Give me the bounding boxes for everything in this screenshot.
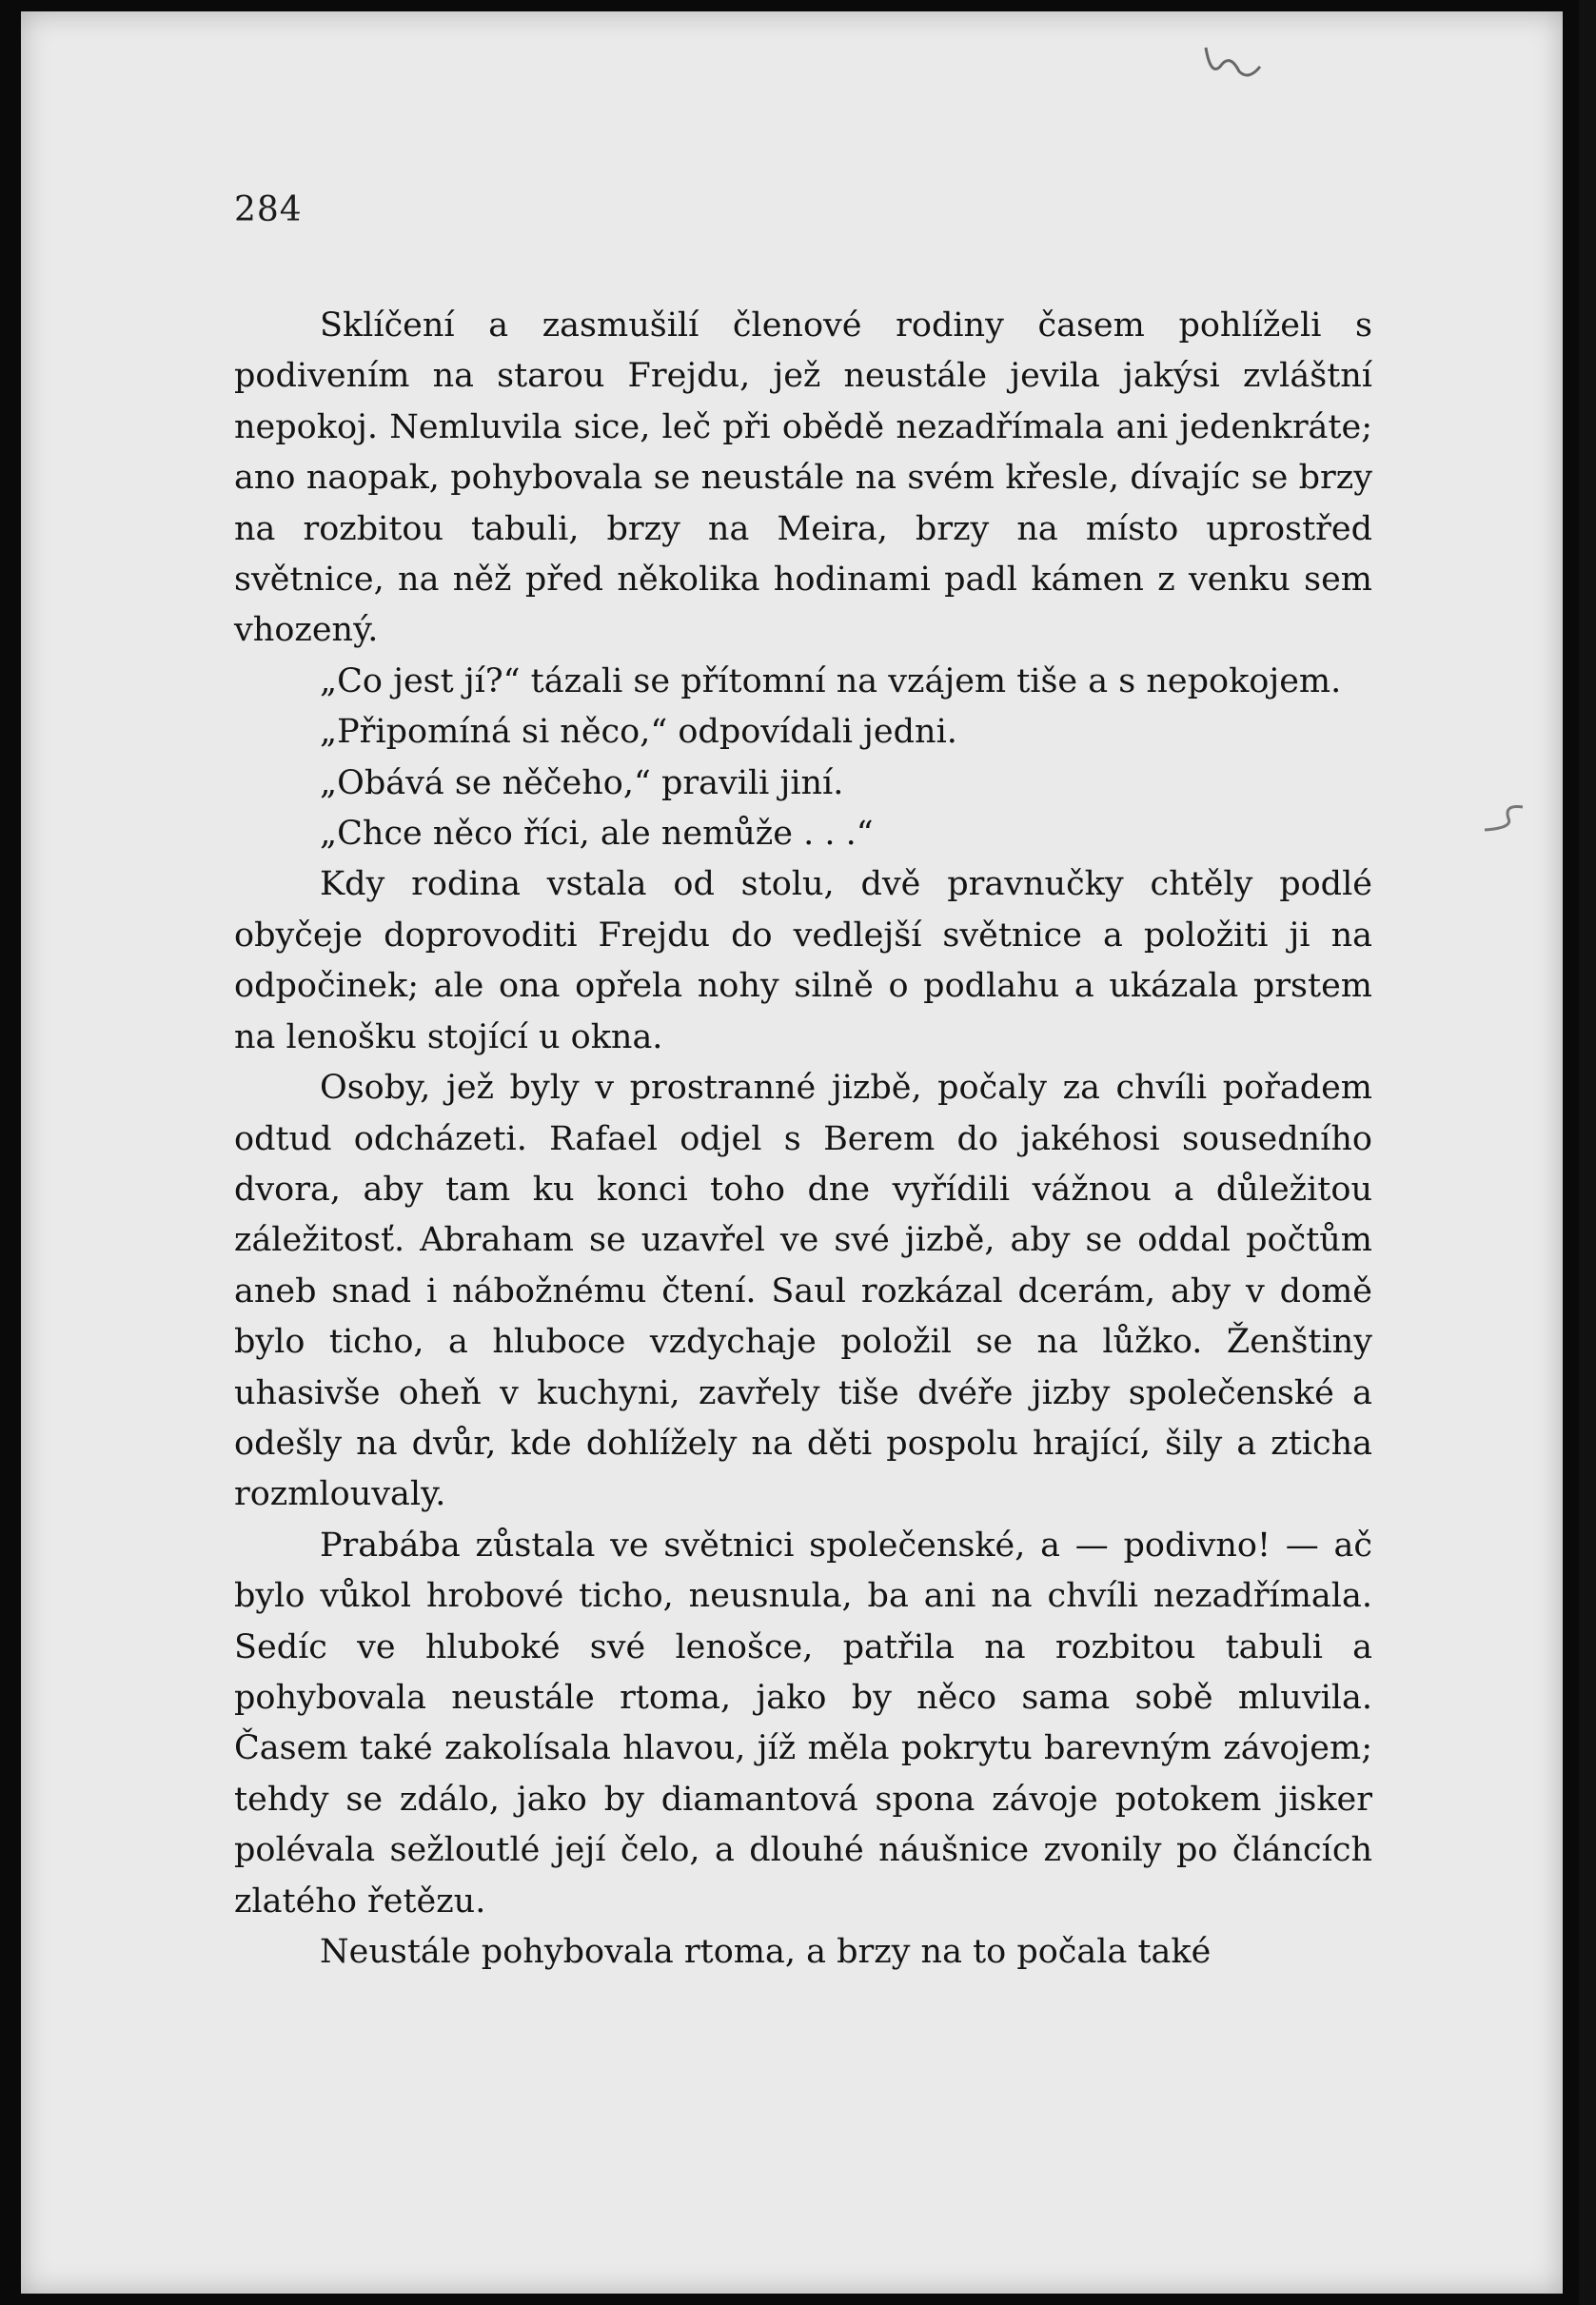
paragraph-6: Kdy rodina vstala od stolu, dvě pravnučky chtěly podlé obyčeje doprovoditi Frejdu do vedlejší světnice a položiti ji na odpočinek; ale ona opřela nohy silně o podlahu a ukázala prstem na lenošku stojící u okna. — [234, 865, 1372, 1056]
scan-edge — [1579, 0, 1596, 2305]
paragraph-7: Osoby, jež byly v prostranné jizbě, počaly za chvíli pořadem odtud odcházeti. Rafael odjel s Berem do jakéhosi sousedního dvora, aby tam ku konci toho dne vyřídili vážnou a důležitou záležitosť. Abraham se uzavřel ve své jizbě, aby se oddal počtům aneb snad i nábožnému čtení. Saul rozkázal dcerám, aby v domě bylo ticho, a hluboce vzdychaje položil se na lůžko. Ženštiny uhasivše oheň v kuchyni, zavřely tiše dvéře jizby společenské a odešly na dvůr, kde dohlížely na děti pospolu hrající, šily a zticha rozmlouvaly. — [234, 1069, 1372, 1514]
paragraph-3: „Připomíná si něco,“ odpovídali jedni. — [320, 713, 957, 752]
paragraph-1: Sklíčení a zasmušilí členové rodiny časem pohlíželi s podivením na starou Frejdu, jež neustále jevila jakýsi zvláštní nepokoj. Nemluvila sice, leč při obědě nezadřímala ani jedenkráte; ano naopak, pohybovala se neustále na svém křesle, dívajíc se brzy na rozbitou tabuli, brzy na Meira, brzy na místo uprostřed světnice, na něž před několika hodinami padl kámen z venku sem vhozený. — [234, 306, 1372, 650]
paragraph-8: Prabába zůstala ve světnici společenské, a — podivno! — ač bylo vůkol hrobové ticho, neusnula, ba ani na chvíli nezadřímala. Sedíc ve hluboké své lenošce, patřila na rozbitou tabuli a pohybovala neustále rtoma, jako by něco sama sobě mluvila. Časem také zakolísala hlavou, jíž měla pokrytu barevným závojem; tehdy se zdálo, jako by diamantová spona závoje potokem jisker polévala sežloutlé její čelo, a dlouhé náušnice zvonily po článcích zlatého řetězu. — [234, 1526, 1372, 1921]
body-text — [234, 301, 1372, 1978]
paragraph-4: „Obává se něčeho,“ pravili jiní. — [320, 763, 844, 802]
pencil-mark-margin-icon — [1475, 799, 1532, 837]
paragraph-9: Neustále pohybovala rtoma, a brzy na to počala také — [320, 1933, 1212, 1971]
paragraph-5: „Chce něco říci, ale nemůže . . .“ — [320, 815, 874, 854]
page-number: 284 — [234, 190, 303, 229]
paragraph-2: „Co jest jí?“ tázali se přítomní na vzájem tiše a s nepokojem. — [320, 661, 1342, 700]
pencil-mark-top-icon — [1201, 38, 1268, 86]
